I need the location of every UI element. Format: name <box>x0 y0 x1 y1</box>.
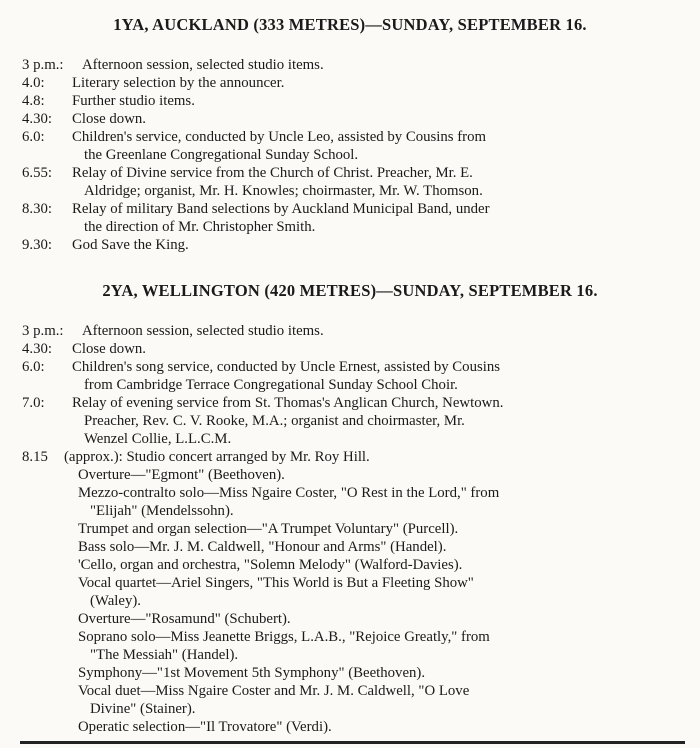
s2-entry-text: (approx.): Studio concert arranged by Mr. Roy Hill. <box>64 449 370 465</box>
concert-item: (Waley). <box>90 593 141 609</box>
s1-entry-text: Relay of Divine service from the Church of Christ. Preacher, Mr. E. <box>72 165 473 181</box>
s1-entry-time: 9.30: <box>22 237 53 253</box>
section2-heading: 2YA, WELLINGTON (420 METRES)—SUNDAY, SEPTEMBER 16. <box>102 281 598 300</box>
s1-entry-time: 4.0: <box>22 75 45 91</box>
s2-entry-text: from Cambridge Terrace Congregational Sunday School Choir. <box>84 377 458 393</box>
concert-item: Soprano solo—Miss Jeanette Briggs, L.A.B., "Rejoice Greatly," from <box>78 629 490 645</box>
s1-entry-time: 3 p.m.: <box>22 57 64 73</box>
concert-item: Vocal duet—Miss Ngaire Coster and Mr. J. M. Caldwell, "O Love <box>78 683 470 699</box>
concert-item: Symphony—"1st Movement 5th Symphony" (Beethoven). <box>78 665 426 681</box>
s1-entry-text: God Save the King. <box>72 237 189 253</box>
s2-entry-text: Relay of evening service from St. Thomas's Anglican Church, Newtown. <box>72 395 504 411</box>
concert-item: "The Messiah" (Handel). <box>90 647 239 663</box>
s1-entry-time: 6.0: <box>22 129 45 145</box>
s1-entry-text: Afternoon session, selected studio items. <box>82 57 324 73</box>
s1-entry-text: Relay of military Band selections by Auckland Municipal Band, under <box>72 201 490 217</box>
s2-entry-time: 7.0: <box>22 395 45 411</box>
s1-entry-time: 6.55: <box>22 165 53 181</box>
s2-entry-text: Preacher, Rev. C. V. Rooke, M.A.; organist and choirmaster, Mr. <box>84 413 465 429</box>
s1-entry-text: Further studio items. <box>72 93 195 109</box>
concert-item: Divine" (Stainer). <box>90 701 196 717</box>
section1-heading: 1YA, AUCKLAND (333 METRES)—SUNDAY, SEPTEMBER 16. <box>113 15 587 34</box>
s1-entry-time: 8.30: <box>22 201 53 217</box>
s2-entry-time: 6.0: <box>22 359 45 375</box>
s2-entry-text: Children's song service, conducted by Uncle Ernest, assisted by Cousins <box>72 359 501 375</box>
concert-item: Mezzo-contralto solo—Miss Ngaire Coster, "O Rest in the Lord," from <box>78 485 500 501</box>
s2-entry-text: Afternoon session, selected studio items. <box>82 323 324 339</box>
s1-entry-text: Literary selection by the announcer. <box>72 75 285 91</box>
s2-entry-time: 8.15 <box>22 449 48 465</box>
concert-item: Overture—"Rosamund" (Schubert). <box>78 611 291 627</box>
bottom-rule <box>20 741 685 744</box>
s1-entry-time: 4.30: <box>22 111 53 127</box>
s1-entry-text: the Greenlane Congregational Sunday School. <box>84 147 359 163</box>
concert-item: Trumpet and organ selection—"A Trumpet Voluntary" (Purcell). <box>78 521 459 537</box>
s2-entry-text: Wenzel Collie, L.L.C.M. <box>84 431 232 447</box>
s2-entry-text: Close down. <box>72 341 146 357</box>
s1-entry-text: Aldridge; organist, Mr. H. Knowles; choirmaster, Mr. W. Thomson. <box>84 183 483 199</box>
concert-item: 'Cello, organ and orchestra, "Solemn Melody" (Walford-Davies). <box>78 557 463 573</box>
concert-item: Overture—"Egmont" (Beethoven). <box>78 467 285 483</box>
concert-item: Bass solo—Mr. J. M. Caldwell, "Honour and Arms" (Handel). <box>78 539 447 555</box>
concert-item: "Elijah" (Mendelssohn). <box>90 503 234 519</box>
s2-entry-time: 3 p.m.: <box>22 323 64 339</box>
concert-item: Operatic selection—"Il Trovatore" (Verdi). <box>78 719 332 735</box>
s1-entry-text: Close down. <box>72 111 146 127</box>
s2-entry-time: 4.30: <box>22 341 53 357</box>
s1-entry-text: the direction of Mr. Christopher Smith. <box>84 219 316 235</box>
s1-entry-text: Children's service, conducted by Uncle Leo, assisted by Cousins from <box>72 129 487 145</box>
s1-entry-time: 4.8: <box>22 93 45 109</box>
concert-item: Vocal quartet—Ariel Singers, "This World is But a Fleeting Show" <box>78 575 474 591</box>
